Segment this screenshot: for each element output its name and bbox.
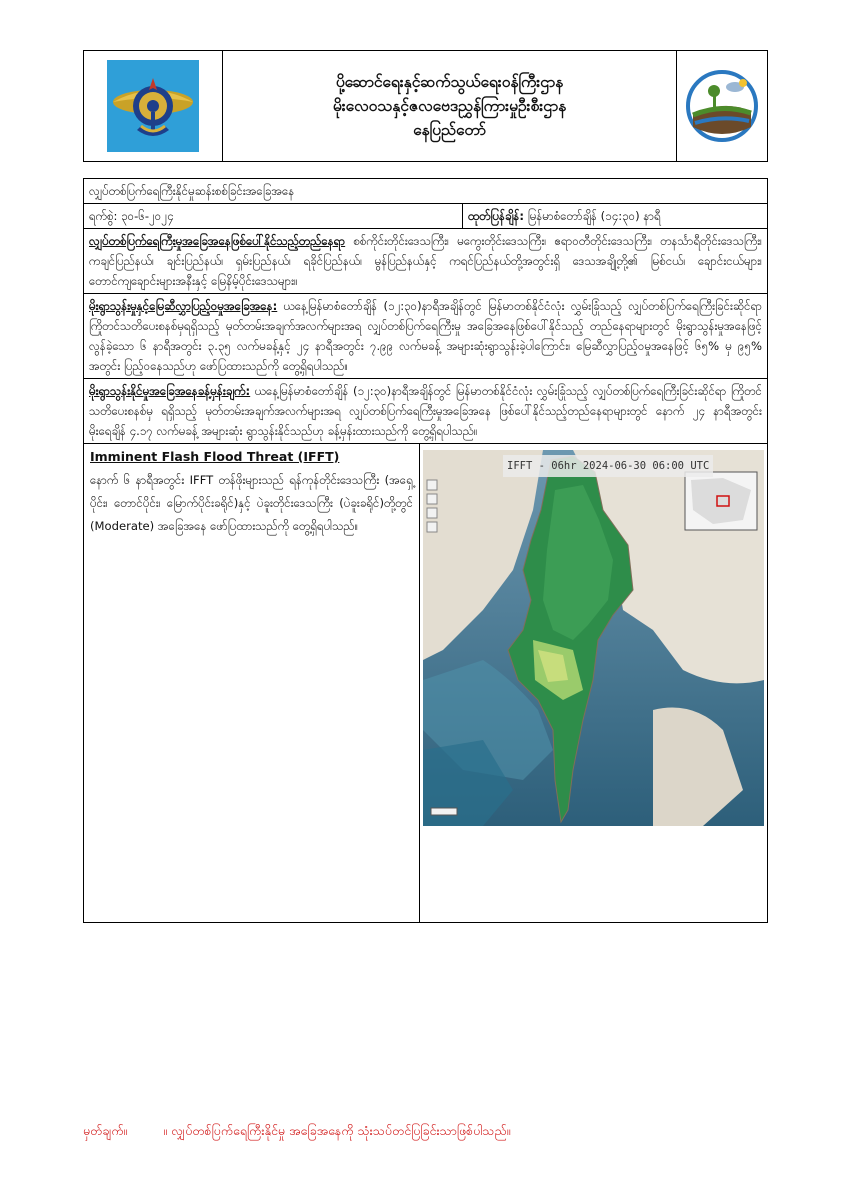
ifft-map-image bbox=[423, 450, 764, 826]
ministry-emblem-icon bbox=[107, 60, 199, 152]
map-caption: IFFT - 06hr 2024-06-30 06:00 UTC bbox=[503, 455, 713, 477]
ministry-name: ပို့ဆောင်ရေးနှင့်ဆက်သွယ်ရေးဝန်ကြီးဌာန bbox=[335, 73, 564, 91]
hydrology-cycle-icon bbox=[685, 69, 759, 143]
affected-areas-text: စစ်ကိုင်းတိုင်းဒေသကြီး၊ မကွေးတိုင်းဒေသကြီး၊ ဧရာဝတီတိုင်းဒေသကြီး၊ တနင်္သာရီတိုင်းဒေသကြီး၊ ကချင်ပြည်နယ်၊ ချင်းပြည်နယ်၊ ရှမ်းပြည်နယ်၊ ရခိုင်ပြည်နယ်၊ မွန်ပြည်နယ်နှင့် ကရင်ပြည်နယ်တို့အတွင်းရှိ ဒေသအချို့တို့၏ မြစ်ငယ်၊ ချောင်းငယ်များ၊ တောင်ကျချောင်းများအနီးနှင့် မြေနိမ့်ပိုင်းဒေသများ။ bbox=[89, 234, 763, 288]
ifft-title: Imminent Flash Flood Threat (IFFT) bbox=[90, 449, 340, 464]
department-name: မိုးလေဝသနှင့်ဇလဗေဒညွှန်ကြားမှုဦးစီးဌာန bbox=[332, 97, 567, 115]
ifft-map-cell bbox=[420, 444, 767, 922]
date-label: ရက်စွဲ: bbox=[89, 209, 118, 223]
right-logo-cell bbox=[677, 51, 767, 161]
ifft-map bbox=[423, 450, 764, 826]
date-value: ၃၀-၆-၂၀၂၄ bbox=[121, 209, 174, 223]
footer-note bbox=[83, 1123, 510, 1142]
report-table bbox=[83, 178, 768, 923]
issue-time-value: မြန်မာစံတော်ချိန် (၁၄:၃၀) နာရီ bbox=[527, 209, 661, 223]
affected-areas-row bbox=[84, 229, 767, 294]
ifft-row bbox=[84, 444, 767, 922]
issue-time-cell bbox=[463, 204, 767, 228]
report-title: လျှပ်တစ်ပြက်ရေကြီးနိုင်မှုဆန်းစစ်ခြင်းအခြေအနေ bbox=[89, 184, 295, 198]
date-cell bbox=[84, 204, 463, 228]
left-logo-cell bbox=[84, 51, 223, 161]
note-text: ။ လျှပ်တစ်ပြက်ရေကြီးနိုင်မှု အခြေအနေကို သုံးသပ်တင်ပြခြင်းသာဖြစ်ပါသည်။ bbox=[163, 1123, 511, 1138]
organization-name-cell bbox=[223, 51, 677, 161]
rain-forecast-text: ယနေ့မြန်မာစံတော်ချိန် (၁၂:၃၀)နာရီအချိန်တွင် မြန်မာတစ်နိုင်ငံလုံး လွှမ်းခြုံသည့် လျှပ်တစ်ပြက်ရေကြီးခြင်းဆိုင်ရာ ကြိုတင်သတိပေးစနစ်မှ ရရှိသည့် မုတ်တမ်းအချက်အလက်များအရ လျှပ်တစ်ပြက်ရေကြီးမှုအခြေအနေ ဖြစ်ပေါ်နိုင်သည့်တည်နေရာများတွင် နောက် ၂၄ နာရီအတွင်း မိုးရေချိန် ၄.၁၇ လက်မခန့် အများဆုံး ရွာသွန်းနိုင်သည်ဟု ခန့်မှန်းထားသည်ကို တွေ့ရှိရပါသည်။ bbox=[89, 384, 762, 438]
rainfall-soil-row bbox=[84, 294, 767, 379]
rain-forecast-heading: မိုးရွာသွန်းနိုင်မှုအခြေအနေခန့်မှန်းချက်: bbox=[89, 384, 251, 398]
ifft-description: နောက် ၆ နာရီအတွင်း IFFT တန်ဖိုးများသည် ရန်ကုန်တိုင်းဒေသကြီး (အရှေ့ပိုင်း၊ တောင်ပိုင်း၊ မြောက်ပိုင်းခရိုင်)နှင့် ပဲခူးတိုင်းဒေသကြီး (ပဲခူးခရိုင်)တို့တွင် (Moderate) အခြေအနေ ဖော်ပြထားသည်ကို တွေ့ရှိရပါသည်။ bbox=[90, 473, 413, 533]
city-name: နေပြည်တော် bbox=[413, 121, 486, 139]
affected-areas-heading: လျှပ်တစ်ပြက်ရေကြီးမှုအခြေအနေဖြစ်ပေါ်နိုင်သည့်တည်နေရာ bbox=[89, 234, 346, 248]
note-label: မှတ်ချက်။ bbox=[83, 1123, 128, 1138]
rainfall-soil-heading: မိုးရွာသွန်းမှုနှင့်မြေဆီလွှာပြည့်ဝမှုအခြေအနေ: bbox=[89, 299, 278, 313]
report-title-row bbox=[84, 179, 767, 204]
ifft-text-cell bbox=[84, 444, 420, 922]
rain-forecast-row bbox=[84, 379, 767, 444]
issue-time-label: ထုတ်ပြန်ချိန်: bbox=[468, 209, 525, 223]
date-issue-row bbox=[84, 204, 767, 229]
rainfall-soil-text: ယနေ့မြန်မာစံတော်ချိန် (၁၂:၃၀)နာရီအချိန်တွင် မြန်မာတစ်နိုင်ငံလုံး လွှမ်းခြုံသည့် လျှပ်တစ်ပြက်ရေကြီးခြင်းဆိုင်ရာ ကြိုတင်သတိပေးစနစ်မှရရှိသည့် မုတ်တမ်းအချက်အလက်များအရ လျှပ်တစ်ပြက်ရေကြီးမှု အခြေအနေဖြစ်ပေါ်နိုင်သည့် တည်နေရာများတွင် မိုးရွာသွန်းမှုအနေဖြင့် လွန်ခဲ့သော ၆ နာရီအတွင်း ၃.၃၅ လက်မခန့်နှင့် ၂၄ နာရီအတွင်း ၇.၉၉ လက်မခန့် အများဆုံးရွာသွန်းခဲ့ပါကြောင်း၊ မြေဆီလွှာပြည့်ဝမှုအနေဖြင့် ၆၅% မှ ၉၅% အတွင်း ပြည့်ဝနေသည်ဟု ဖော်ပြထားသည်ကို တွေ့ရှိရပါသည်။ bbox=[89, 299, 763, 373]
report-header bbox=[83, 50, 768, 162]
